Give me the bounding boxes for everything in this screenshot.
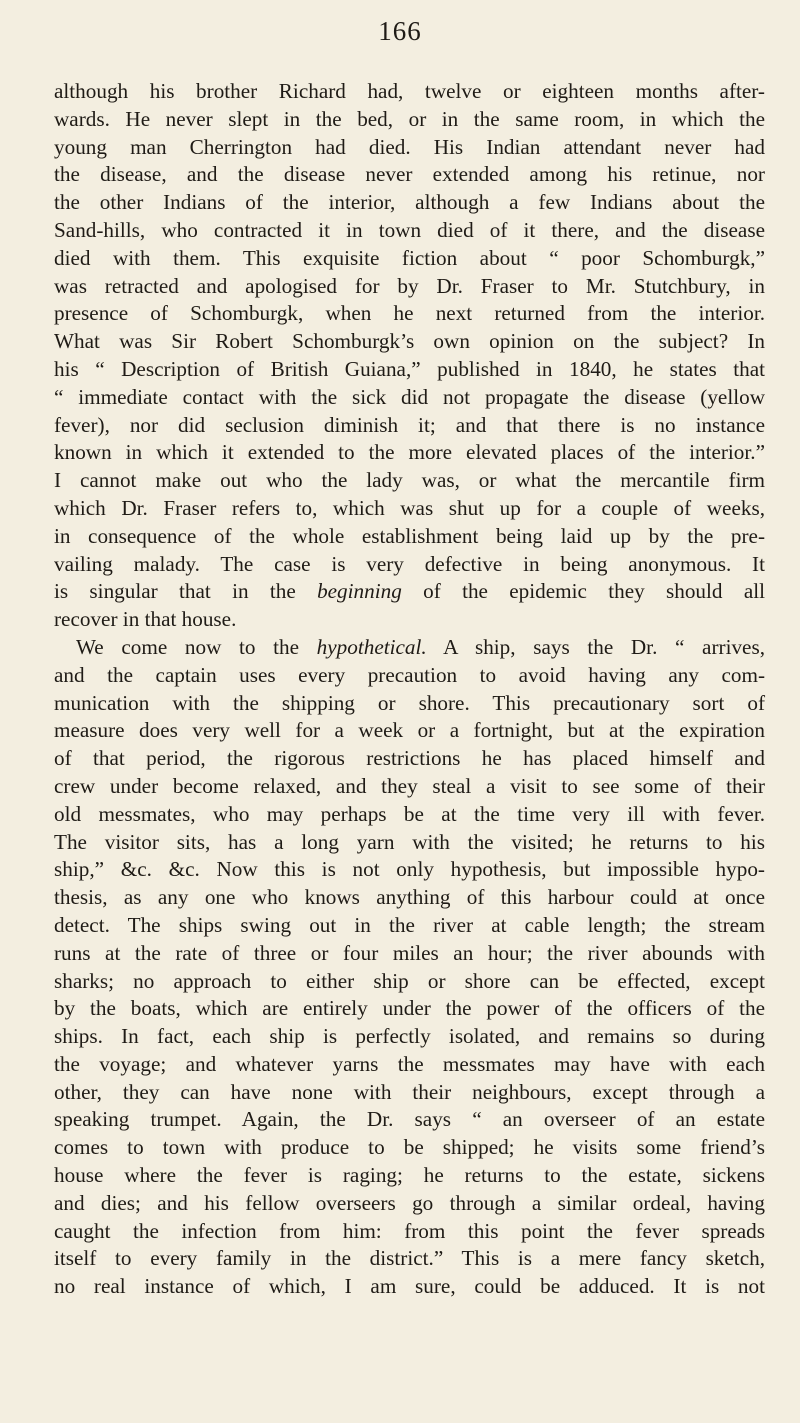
text-line [54, 856, 765, 884]
text-line [54, 134, 765, 162]
text-span: caught the infection from him: from this point the fever spreads [54, 1218, 765, 1243]
text-span: the other Indians of the interior, although a few Indians about the [54, 190, 765, 215]
text-span: and dies; and his fellow overseers go through a similar ordeal, having [54, 1190, 765, 1215]
text-line [54, 773, 765, 801]
text-line [54, 551, 765, 579]
text-span: house where the fever is raging; he returns to the estate, sickens [54, 1163, 765, 1188]
text-line [54, 995, 765, 1023]
page-number: 166 [378, 16, 422, 46]
text-line [54, 690, 765, 718]
text-span: is singular that in the [54, 579, 318, 604]
text-line [54, 1218, 765, 1246]
text-line [54, 189, 765, 217]
text-span: by the boats, which are entirely under the power of the officers of the [54, 996, 765, 1021]
text-span: was retracted and apologised for by Dr. Fraser to Mr. Stutchbury, in [54, 273, 765, 298]
text-span: comes to town with produce to be shipped; he visits some friend’s [54, 1135, 765, 1160]
body-text [54, 78, 765, 1301]
text-line [54, 217, 765, 245]
text-span: fever), nor did seclusion diminish it; and that there is no instance [54, 412, 765, 437]
text-span: vailing malady. The case is very defective in being anonymous. It [54, 551, 765, 576]
text-span: crew under become relaxed, and they steal a visit to see some of their [54, 773, 765, 798]
text-span: presence of Schomburgk, when he next returned from the interior. [54, 301, 765, 326]
text-line [54, 829, 765, 857]
italic-text: beginning [317, 579, 402, 604]
text-span: died with them. This exquisite fiction about “ poor Schomburgk,” [54, 245, 765, 270]
text-span: known in which it extended to the more elevated places of the interior.” [54, 440, 765, 465]
text-line [54, 356, 765, 384]
text-span: and the captain uses every precaution to avoid having any com- [54, 662, 765, 687]
text-line [54, 578, 765, 606]
text-line [54, 912, 765, 940]
text-line [54, 161, 765, 189]
text-line [54, 412, 765, 440]
text-span: the disease, and the disease never extended among his retinue, nor [54, 162, 765, 187]
text-line [54, 745, 765, 773]
text-span: although his brother Richard had, twelve or eighteen months after- [54, 79, 765, 103]
text-span: other, they can have none with their neighbours, except through a [54, 1079, 765, 1104]
text-line [54, 523, 765, 551]
text-line [54, 940, 765, 968]
text-span: A ship, says the Dr. “ arrives, [426, 634, 765, 659]
text-line [54, 606, 765, 634]
text-span: recover in that house. [54, 607, 237, 632]
text-span: I cannot make out who the lady was, or what the mercantile firm [54, 468, 765, 493]
text-line [54, 1051, 765, 1079]
text-line [54, 634, 765, 662]
text-span: the voyage; and whatever yarns the messmates may have with each [54, 1051, 765, 1076]
text-span: in consequence of the whole establishment being laid up by the pre- [54, 523, 765, 548]
text-line [54, 245, 765, 273]
text-span: no real instance of which, I am sure, could be adduced. It is not [54, 1274, 765, 1299]
text-span: We come now to the [76, 634, 317, 659]
text-line [54, 106, 765, 134]
text-span: ship,” &c. &c. Now this is not only hypothesis, but impossible hypo- [54, 857, 765, 882]
text-span: which Dr. Fraser refers to, which was shut up for a couple of weeks, [54, 495, 765, 520]
text-span: measure does very well for a week or a fortnight, but at the expiration [54, 718, 765, 743]
text-span: thesis, as any one who knows anything of this harbour could at once [54, 885, 765, 910]
text-line [54, 717, 765, 745]
text-line [54, 1273, 765, 1301]
text-span: The visitor sits, has a long yarn with the visited; he returns to his [54, 829, 765, 854]
text-span: What was Sir Robert Schomburgk’s own opinion on the subject? In [54, 329, 765, 354]
text-line [54, 1106, 765, 1134]
text-span: runs at the rate of three or four miles an hour; the river abounds with [54, 940, 765, 965]
text-line [54, 273, 765, 301]
text-span: old messmates, who may perhaps be at the time very ill with fever. [54, 801, 765, 826]
text-line [54, 78, 765, 106]
text-line [54, 968, 765, 996]
text-line [54, 1023, 765, 1051]
text-line [54, 384, 765, 412]
text-span: itself to every family in the district.” This is a mere fancy sketch, [54, 1246, 765, 1271]
text-span: of that period, the rigorous restrictions he has placed himself and [54, 746, 765, 771]
text-span: sharks; no approach to either ship or shore can be effected, except [54, 968, 765, 993]
text-line [54, 1245, 765, 1273]
text-span: detect. The ships swing out in the river at cable length; the stream [54, 912, 765, 937]
text-span: of the epidemic they should all [401, 579, 765, 604]
text-line [54, 801, 765, 829]
text-line [54, 1190, 765, 1218]
text-line [54, 300, 765, 328]
text-line [54, 884, 765, 912]
text-span: speaking trumpet. Again, the Dr. says “ an overseer of an estate [54, 1107, 765, 1132]
text-span: wards. He never slept in the bed, or in the same room, in which the [54, 106, 765, 131]
text-span: Sand-hills, who contracted it in town died of it there, and the disease [54, 217, 765, 242]
text-line [54, 1079, 765, 1107]
text-line [54, 1134, 765, 1162]
text-line [54, 439, 765, 467]
text-span: ships. In fact, each ship is perfectly isolated, and remains so during [54, 1024, 765, 1049]
text-line [54, 495, 765, 523]
text-line [54, 467, 765, 495]
text-line [54, 662, 765, 690]
text-span: munication with the shipping or shore. This precautionary sort of [54, 690, 765, 715]
text-line [54, 328, 765, 356]
text-line [54, 1162, 765, 1190]
text-span: “ immediate contact with the sick did not propagate the disease (yellow [54, 384, 765, 409]
italic-text: hypothetical. [316, 634, 427, 659]
text-span: his “ Description of British Guiana,” published in 1840, he states that [54, 356, 765, 381]
text-span: young man Cherrington had died. His Indian attendant never had [54, 134, 765, 159]
